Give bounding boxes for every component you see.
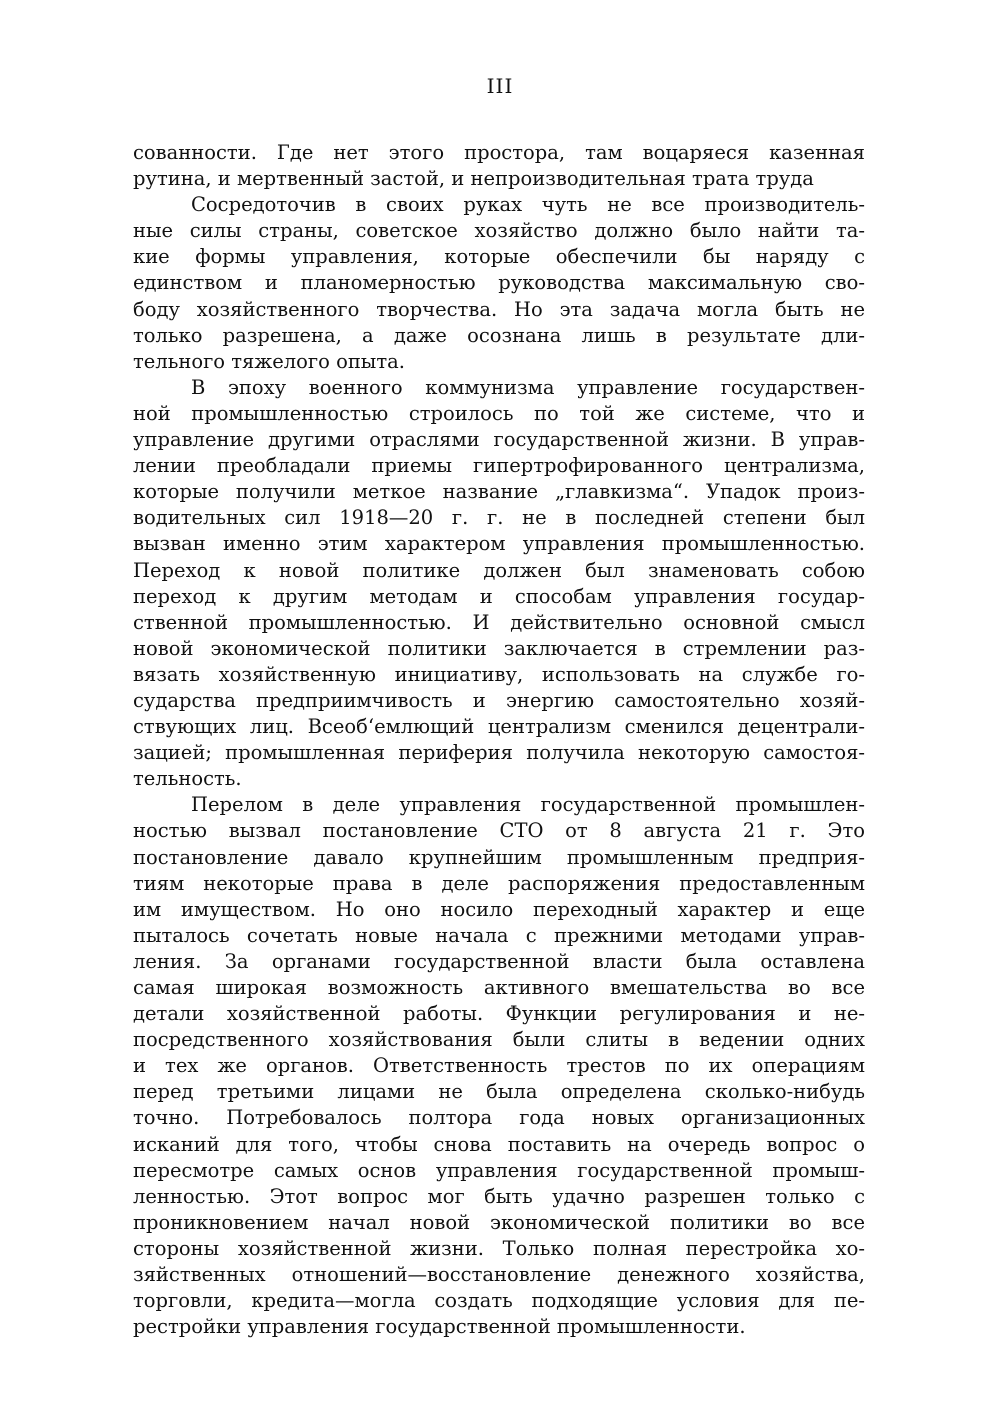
text-line: ной промышленностью строилось по той же системе, что и (133, 401, 865, 425)
text-line: тиям некоторые права в деле распоряжения предоставленным (133, 871, 865, 895)
text-line: Переход к новой политике должен был знаменовать собою (133, 558, 865, 582)
text-line: кие формы управления, которые обеспечили бы наряду с (133, 245, 865, 269)
text-line: рестройки управления государственной промышленности. (133, 1315, 746, 1339)
text-line: рутина, и мертвенный застой, и непроизводительная трата труда (133, 167, 814, 191)
text-line: им имуществом. Но оно носило переходный характер и еще (133, 897, 865, 921)
text-line: и тех же органов. Ответственность трестов по их операциям (133, 1054, 865, 1078)
text-line: управление другими отраслями государственной жизни. В управ- (133, 428, 865, 452)
text-line: зяйственных отношений—восстановление денежного хозяйства, (133, 1263, 865, 1287)
paragraph-2 (133, 192, 865, 375)
body-text (133, 140, 865, 1340)
text-line: детали хозяйственной работы. Функции регулирования и не- (133, 1002, 865, 1026)
text-line: торговли, кредита—могла создать подходящие условия для пе- (133, 1289, 865, 1313)
text-line: водительных сил 1918—20 г. г. не в последней степени был (133, 506, 865, 530)
text-line: ностью вызвал постановление СТО от 8 августа 21 г. Это (133, 819, 865, 843)
text-line: постановление давало крупнейшим промышленным предприя- (133, 845, 865, 869)
text-line: В эпоху военного коммунизма управление государствен- (191, 375, 865, 399)
paragraph-1 (133, 140, 865, 192)
text-line: ления. За органами государственной власти была оставлена (133, 949, 865, 973)
text-line: зацией; промышленная периферия получила некоторую самостоя- (133, 741, 865, 765)
text-line: точно. Потребовалось полтора года новых организационных (133, 1106, 865, 1130)
text-line: самая широкая возможность активного вмешательства во все (133, 976, 865, 999)
text-line: пыталось сочетать новые начала с прежними методами управ- (133, 923, 865, 947)
text-line: перед третьими лицами не была определена сколько-нибудь (133, 1080, 865, 1104)
text-line: переход к другим методам и способам управления государ- (133, 584, 865, 608)
text-line: посредственного хозяйствования были слиты в ведении одних (133, 1028, 865, 1052)
text-line: исканий для того, чтобы снова поставить на очередь вопрос о (133, 1132, 865, 1156)
text-line: тельного тяжелого опыта. (133, 349, 405, 373)
text-line: вызван именно этим характером управления промышленностью. (133, 532, 865, 556)
text-line: ствующих лиц. Всеоб‘емлющий централизм сменился децентрали- (133, 715, 865, 739)
text-line: только разрешена, а даже осознана лишь в результате дли- (133, 323, 865, 347)
text-line: ственной промышленностью. И действительно основной смысл (133, 610, 865, 634)
text-line: стороны хозяйственной жизни. Только полная перестройка хо- (133, 1236, 865, 1260)
text-line: единством и планомерностью руководства максимальную сво- (133, 271, 865, 295)
text-line: сованности. Где нет этого простора, там воцаряеся казенная (133, 141, 865, 164)
text-line: Сосредоточив в своих руках чуть не все производитель- (191, 193, 865, 217)
text-line: пересмотре самых основ управления государственной промыш- (133, 1158, 865, 1182)
text-line: ные силы страны, советское хозяйство должно было найти та- (133, 219, 865, 243)
page-number: III (486, 74, 514, 98)
text-line: ленностью. Этот вопрос мог быть удачно разрешен только с (133, 1184, 865, 1208)
text-line: вязать хозяйственную инициативу, использовать на службе го- (133, 662, 865, 686)
text-line: лении преобладали приемы гипертрофированного централизма, (133, 454, 865, 478)
text-line: проникновением начал новой экономической политики во все (133, 1210, 865, 1234)
paragraph-4 (133, 792, 865, 1340)
text-line: которые получили меткое название „главкизма“. Упадок произ- (133, 480, 865, 504)
text-line: сударства предприимчивость и энергию самостоятельно хозяй- (133, 688, 865, 712)
text-line: тельность. (133, 767, 242, 791)
text-line: боду хозяйственного творчества. Но эта задача могла быть не (133, 297, 865, 321)
paragraph-3 (133, 375, 865, 793)
text-line: Перелом в деле управления государственной промышлен- (191, 793, 865, 817)
text-line: новой экономической политики заключается в стремлении раз- (133, 636, 865, 660)
